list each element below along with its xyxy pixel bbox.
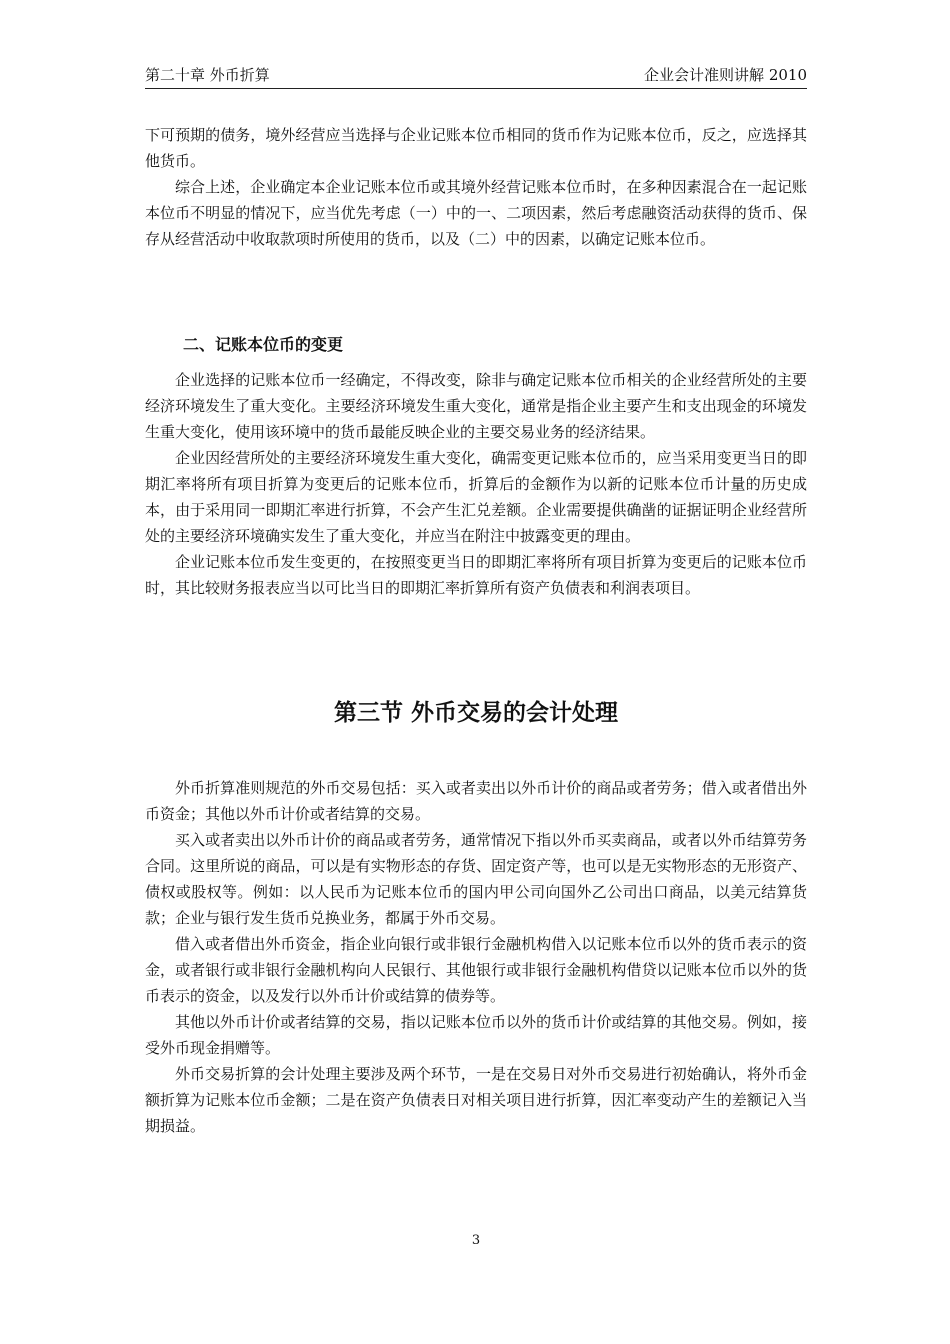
intro-text [145,122,807,252]
paragraph: 其他以外币计价或者结算的交易，指以记账本位币以外的货币计价或结算的其他交易。例如，接受外币现金捐赠等。 [145,1013,807,1057]
paragraph: 外币交易折算的会计处理主要涉及两个环节，一是在交易日对外币交易进行初始确认，将外币金额折算为记账本位币金额；二是在资产负债表日对相关项目进行折算，因汇率变动产生的差额记入当期损益。 [145,1065,807,1135]
section-heading: 二、记账本位币的变更 [183,335,344,354]
paragraph: 买入或者卖出以外币计价的商品或者劳务，通常情况下指以外币买卖商品，或者以外币结算劳务合同。这里所说的商品，可以是有实物形态的存货、固定资产等，也可以是无实物形态的无形资产、债权或股权等。例如：以人民币为记账本位币的国内甲公司向国外乙公司出口商品，以美元结算货款；企业与银行发生货币兑换业务，都属于外币交易。 [145,831,807,927]
section-change-text [145,367,807,601]
paragraph: 企业因经营所处的主要经济环境发生重大变化，确需变更记账本位币的，应当采用变更当日的即期汇率将所有项目折算为变更后的记账本位币，折算后的金额作为以新的记账本位币计量的历史成本，由于采用同一即期汇率进行折算，不会产生汇兑差额。企业需要提供确凿的证据证明企业经营所处的主要经济环境确实发生了重大变化，并应当在附注中披露变更的理由。 [145,449,807,545]
section-three-text [145,775,807,1139]
paragraph: 借入或者借出外币资金，指企业向银行或非银行金融机构借入以记账本位币以外的货币表示的资金，或者银行或非银行金融机构向人民银行、其他银行或非银行金融机构借贷以记账本位币以外的货币表示的资金，以及发行以外币计价或结算的债券等。 [145,935,807,1005]
paragraph: 外币折算准则规范的外币交易包括：买入或者卖出以外币计价的商品或者劳务；借入或者借出外币资金；其他以外币计价或者结算的交易。 [145,779,807,823]
paragraph: 企业记账本位币发生变更的，在按照变更当日的即期汇率将所有项目折算为变更后的记账本位币时，其比较财务报表应当以可比当日的即期汇率折算所有资产负债表和利润表项目。 [145,553,807,597]
page-number: 3 [471,1233,481,1248]
paragraph: 企业选择的记账本位币一经确定，不得改变，除非与确定记账本位币相关的企业经营所处的主要经济环境发生了重大变化。主要经济环境发生重大变化，通常是指企业主要产生和支出现金的环境发生重大变化，使用该环境中的货币最能反映企业的主要交易业务的经济结果。 [145,371,807,441]
paragraph: 综合上述，企业确定本企业记账本位币或其境外经营记账本位币时，在多种因素混合在一起记账本位币不明显的情况下，应当优先考虑（一）中的一、二项因素，然后考虑融资活动获得的货币、保存从经营活动中收取款项时所使用的货币，以及（二）中的因素，以确定记账本位币。 [145,178,807,248]
section-title: 第三节 外币交易的会计处理 [333,700,618,726]
book-title: 企业会计准则讲解 2010 [644,66,807,84]
page-header [145,62,807,89]
chapter-title: 第二十章 外币折算 [145,66,270,84]
paragraph: 下可预期的债务，境外经营应当选择与企业记账本位币相同的货币作为记账本位币，反之，应选择其他货币。 [145,126,807,170]
